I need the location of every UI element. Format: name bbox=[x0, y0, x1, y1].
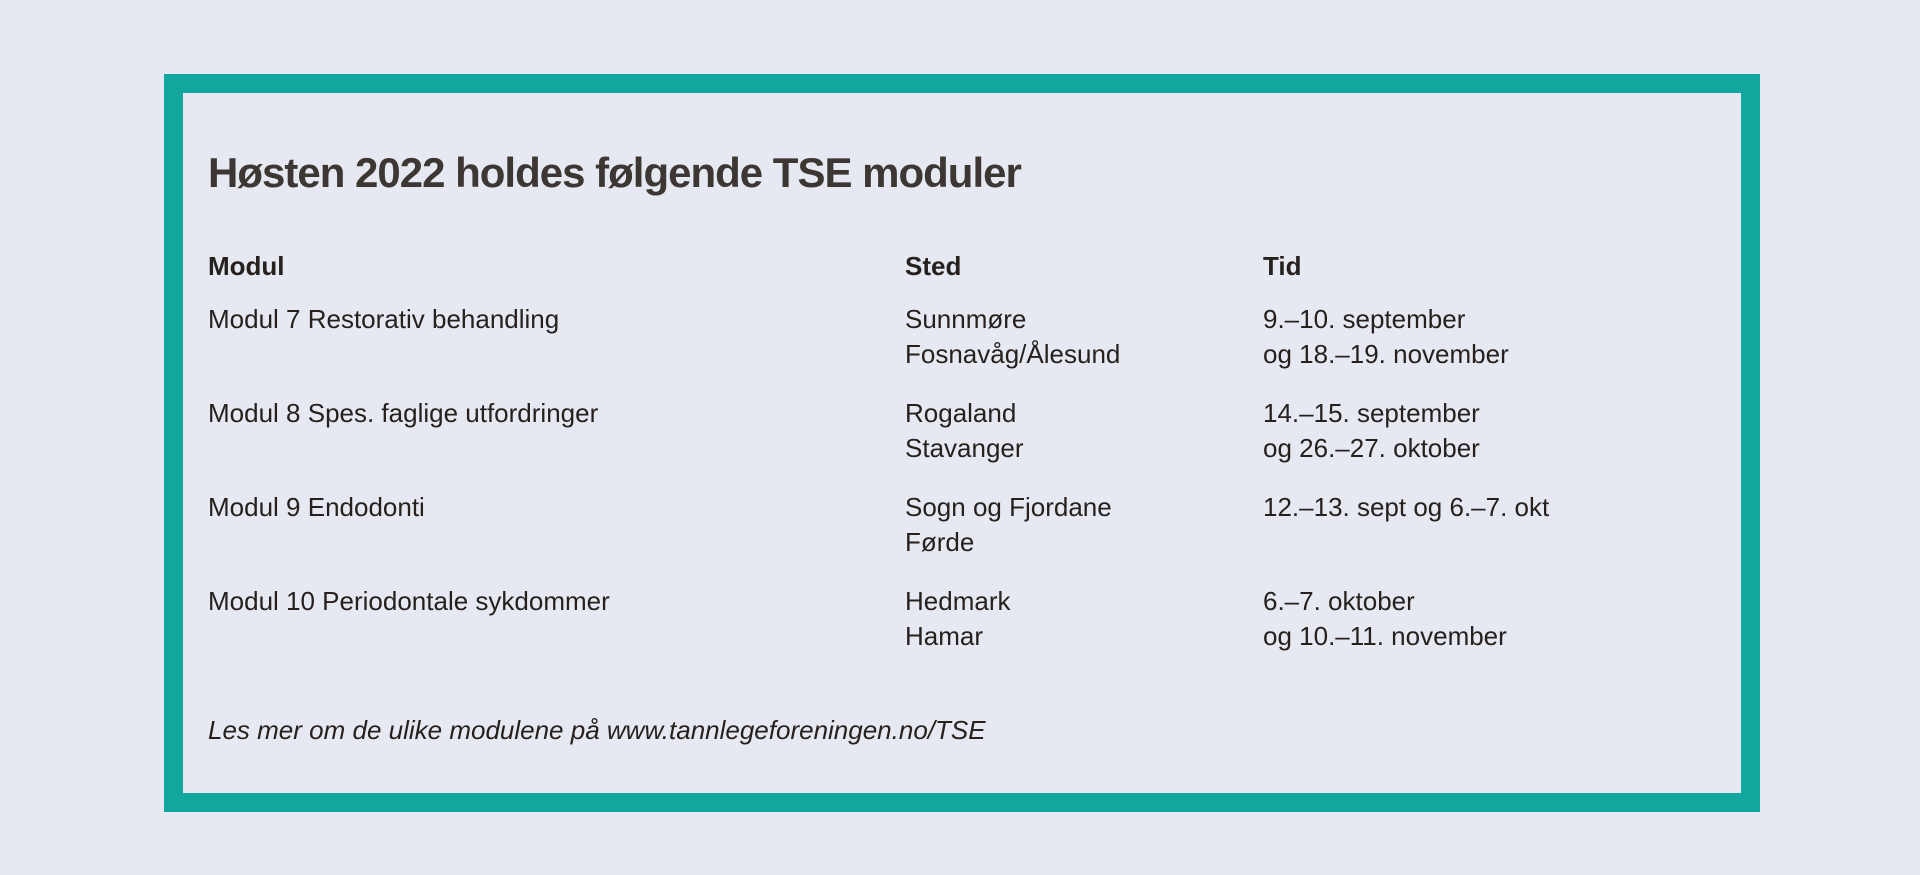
modules-table bbox=[208, 249, 1701, 654]
sted-cell bbox=[905, 490, 1263, 560]
footer-note: Les mer om de ulike modulene på www.tannlegeforeningen.no/TSE bbox=[208, 715, 986, 745]
tid-cell bbox=[1263, 302, 1701, 372]
sted-line: Sunnmøre bbox=[905, 304, 1027, 334]
table-row bbox=[208, 396, 1701, 466]
sted-line: Rogaland bbox=[905, 398, 1017, 428]
modul-cell bbox=[208, 584, 905, 619]
sted-line: Sogn og Fjordane bbox=[905, 492, 1112, 522]
tid-line: og 26.–27. oktober bbox=[1263, 433, 1480, 463]
sted-line: Hamar bbox=[905, 621, 984, 651]
modul-cell bbox=[208, 396, 905, 431]
sted-cell bbox=[905, 302, 1263, 372]
modul-cell bbox=[208, 302, 905, 337]
sted-cell bbox=[905, 584, 1263, 654]
tid-cell bbox=[1263, 396, 1701, 466]
table-row bbox=[208, 584, 1701, 654]
table-header-row bbox=[208, 249, 1701, 284]
sted-line: Fosnavåg/Ålesund bbox=[905, 339, 1121, 369]
table-row bbox=[208, 490, 1701, 560]
column-header-sted: Sted bbox=[905, 251, 962, 281]
modul-name: Modul 9 Endodonti bbox=[208, 492, 425, 522]
tid-line: 14.–15. september bbox=[1263, 398, 1480, 428]
tid-line: 6.–7. oktober bbox=[1263, 586, 1415, 616]
tid-cell bbox=[1263, 490, 1701, 525]
sted-cell bbox=[905, 396, 1263, 466]
column-header-modul: Modul bbox=[208, 251, 285, 281]
modul-name: Modul 8 Spes. faglige utfordringer bbox=[208, 398, 599, 428]
sted-line: Hedmark bbox=[905, 586, 1011, 616]
tid-cell bbox=[1263, 584, 1701, 654]
modul-name: Modul 7 Restorativ behandling bbox=[208, 304, 560, 334]
page-title: Høsten 2022 holdes følgende TSE moduler bbox=[208, 149, 1021, 196]
table-row bbox=[208, 302, 1701, 372]
sted-line: Førde bbox=[905, 527, 975, 557]
tid-line: 12.–13. sept og 6.–7. okt bbox=[1263, 492, 1550, 522]
card-content bbox=[183, 93, 1741, 748]
modul-name: Modul 10 Periodontale sykdommer bbox=[208, 586, 610, 616]
tid-line: og 18.–19. november bbox=[1263, 339, 1509, 369]
course-schedule-card bbox=[164, 74, 1760, 812]
modul-cell bbox=[208, 490, 905, 525]
column-header-tid: Tid bbox=[1263, 251, 1302, 281]
tid-line: 9.–10. september bbox=[1263, 304, 1466, 334]
tid-line: og 10.–11. november bbox=[1263, 621, 1507, 651]
sted-line: Stavanger bbox=[905, 433, 1024, 463]
